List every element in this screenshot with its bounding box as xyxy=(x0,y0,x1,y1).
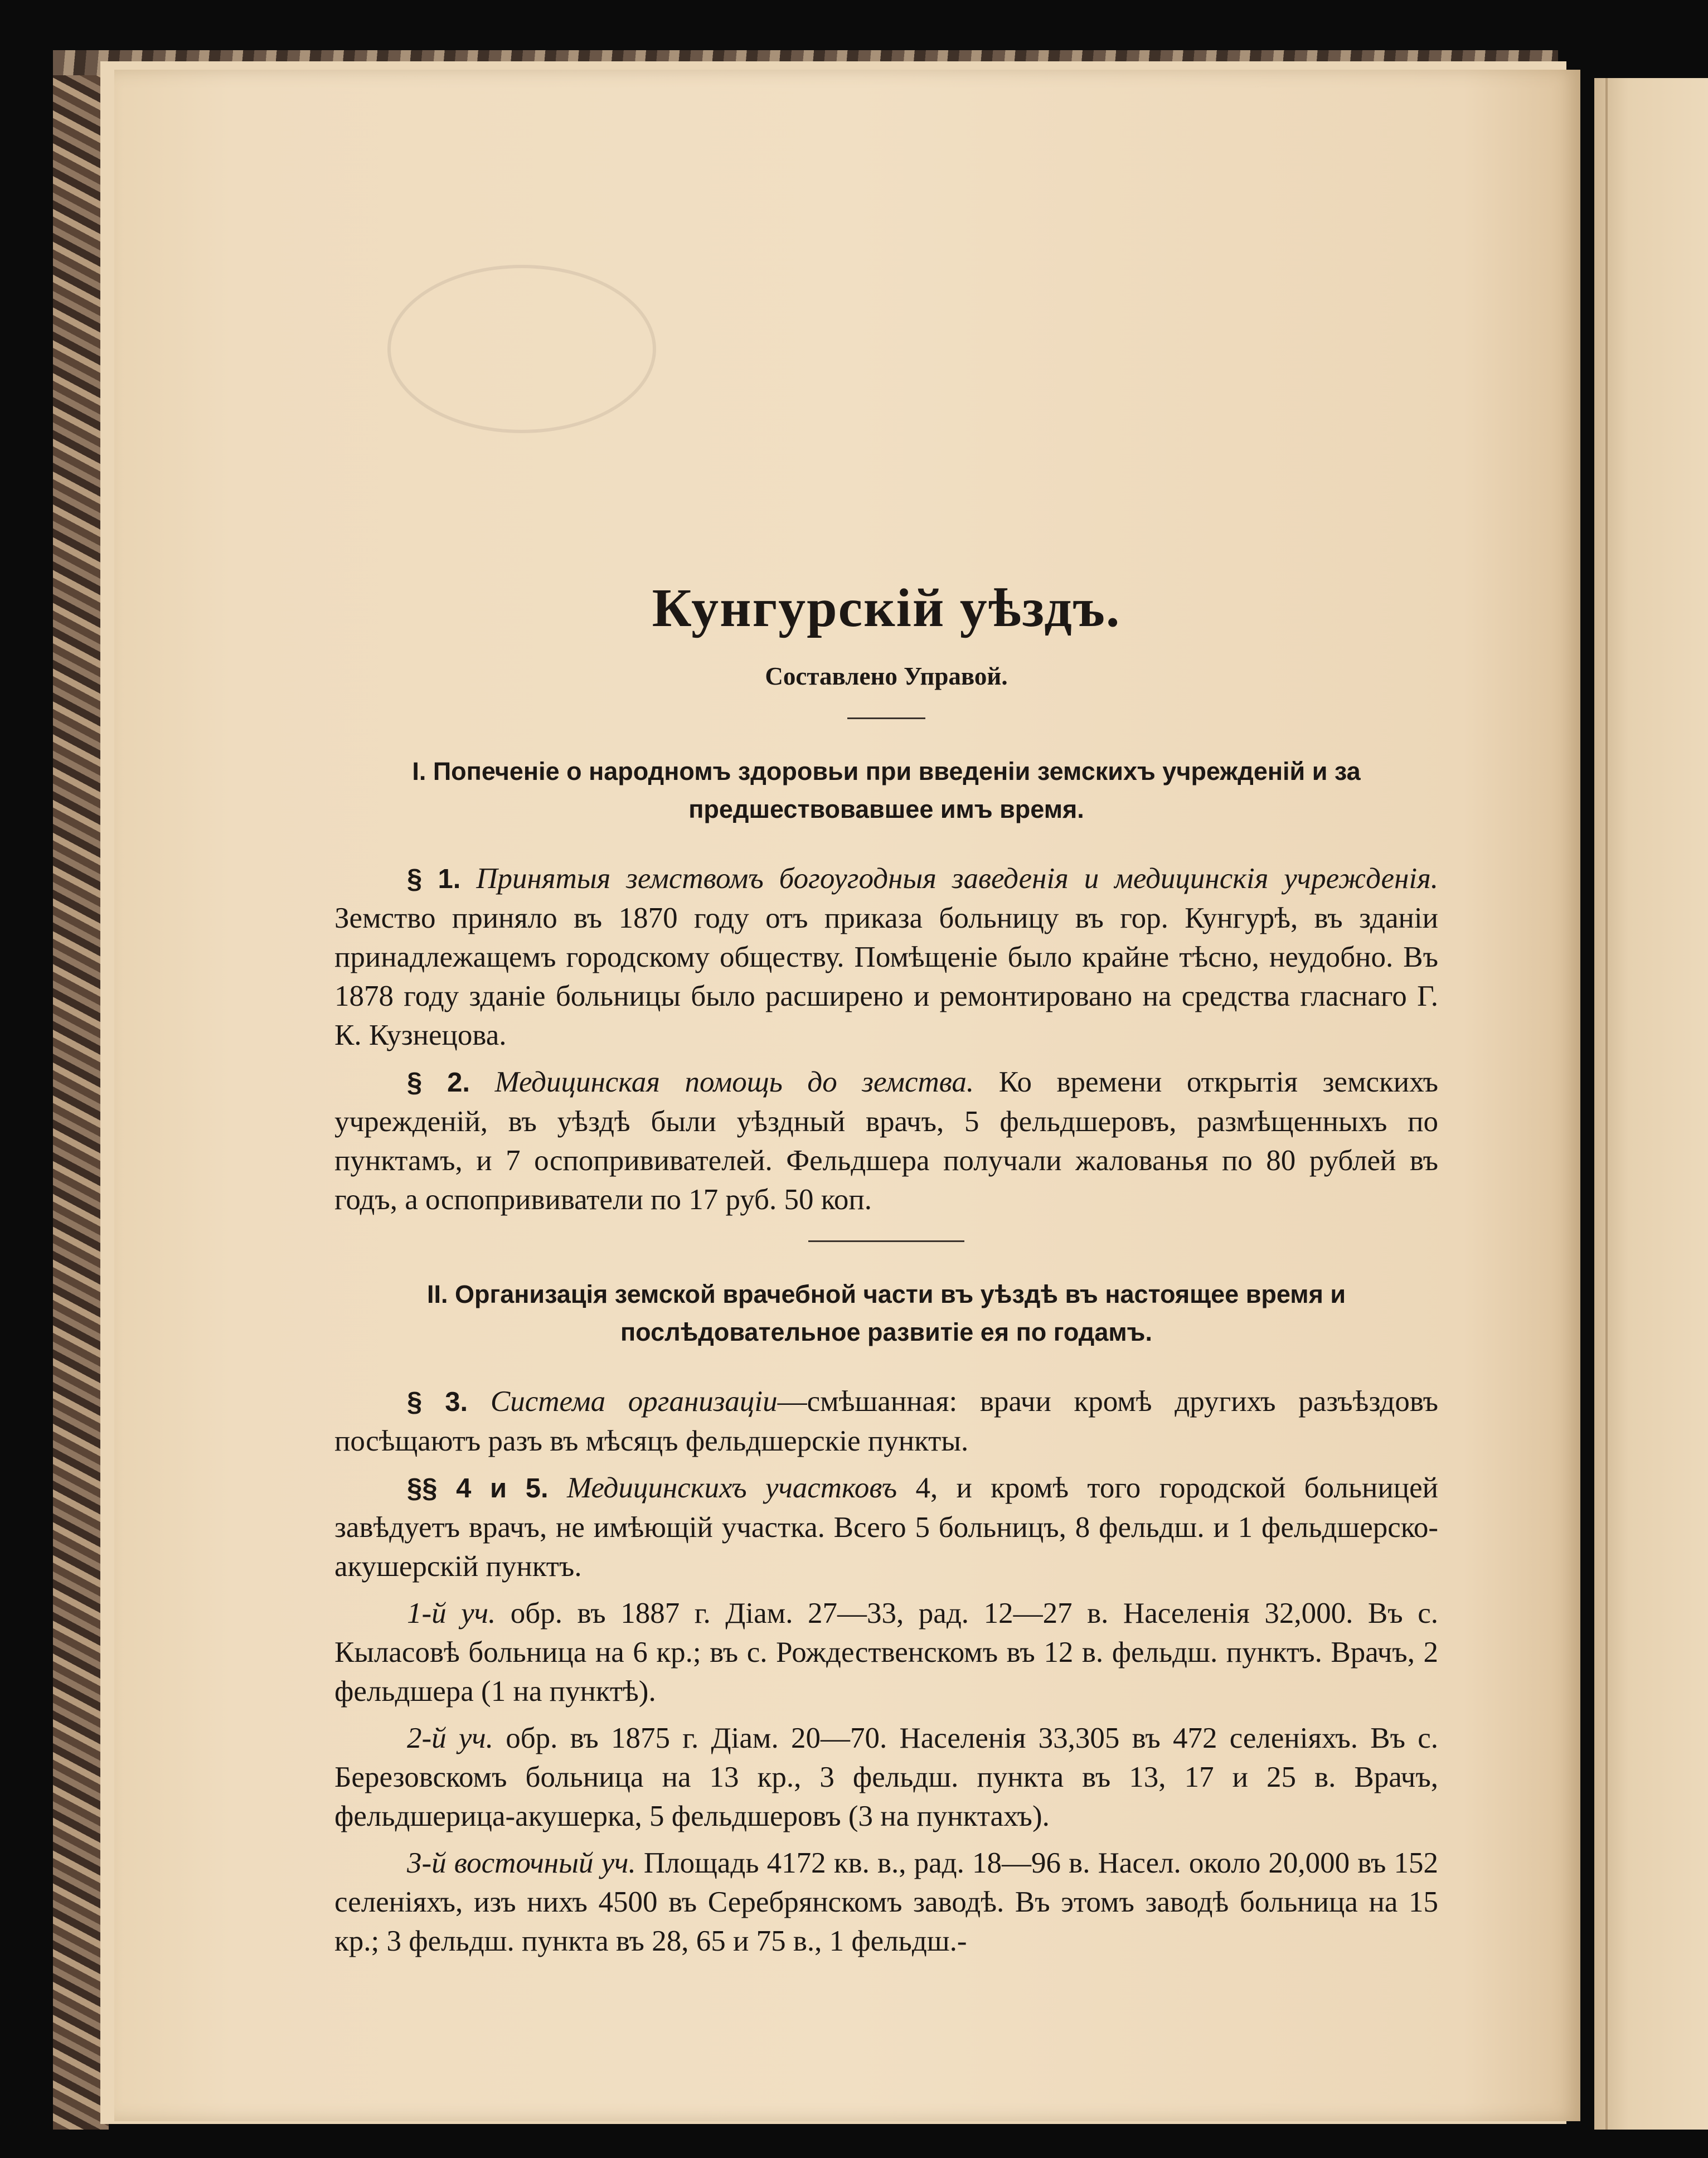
paragraph-title: 3-й восточный уч. xyxy=(407,1847,636,1879)
gutter-line xyxy=(1605,78,1608,2130)
paragraph-2 xyxy=(334,1063,1438,1219)
paragraph-title: Медицинская помощь до земства. xyxy=(494,1066,974,1098)
bleed-through-stamp xyxy=(387,265,656,433)
paragraph-text: —смѣшанная: врачи кромѣ другихъ разъѣздовъ посѣщаютъ разъ въ мѣсяцъ фельдшерскіе пункты. xyxy=(334,1385,1438,1457)
page-content xyxy=(334,557,1438,1961)
paragraph-3 xyxy=(334,1382,1438,1461)
divider xyxy=(847,717,925,719)
paragraph-mark: § 2. xyxy=(407,1068,470,1098)
next-page-edge xyxy=(1594,78,1708,2130)
paragraph-text: обр. въ 1887 г. Діам. 27—33, рад. 12—27 в. Населенія 32,000. Въ с. Кыласовѣ больница на 6 кр.; въ с. Рождественскомъ въ 12 в. фельдш. пунктъ. Врачъ, 2 фельдшера (1 на пунктѣ). xyxy=(334,1597,1438,1708)
paragraph-5 xyxy=(334,1594,1438,1711)
paragraph-title: Медицинскихъ участковъ xyxy=(566,1472,897,1504)
paragraph-text: обр. въ 1875 г. Діам. 20—70. Населенія 33,305 въ 472 селеніяхъ. Въ с. Березовскомъ больница на 13 кр., 3 фельдш. пункта въ 13, 17 и 25 в. Врачъ, фельдшерица-акушерка, 5 фельдшеровъ (3 на пунктахъ). xyxy=(334,1722,1438,1832)
section-heading-1: I. Попеченіе о народномъ здоровьи при введеніи земскихъ учрежденій и за предшествовавшее имъ время. xyxy=(412,757,1361,823)
page-subtitle: Составлено Управой. xyxy=(765,662,1008,690)
paragraph-mark: § 1. xyxy=(407,864,461,894)
paragraph-1 xyxy=(334,859,1438,1055)
paragraph-4 xyxy=(334,1468,1438,1586)
paragraph-text: Земство приняло въ 1870 году отъ приказа больницу въ гор. Кунгурѣ, въ зданіи принадлежащемъ городскому обществу. Помѣщеніе было крайне тѣсно, неудобно. Въ 1878 году зданіе больницы было расширено и ремонтировано на средства гласнаго Г. К. Кузнецова. xyxy=(334,902,1438,1051)
paragraph-mark: §§ 4 и 5. xyxy=(407,1473,549,1504)
section-heading-2: II. Организація земской врачебной части въ уѣздѣ въ настоящее время и послѣдовательное развитіе ея по годамъ. xyxy=(426,1280,1346,1346)
paragraph-title: Принятыя земствомъ богоугодныя заведенія и медицинскія учрежденія. xyxy=(476,862,1438,895)
paragraph-text: Площадь 4172 кв. в., рад. 18—96 в. Насел. около 20,000 въ 152 селеніяхъ, изъ нихъ 4500 въ Серебрянскомъ заводѣ. Въ этомъ заводѣ больница на 15 кр.; 3 фельдш. пункта въ 28, 65 и 75 в., 1 фельдш.- xyxy=(334,1847,1438,1957)
paragraph-7 xyxy=(334,1844,1438,1961)
paragraph-text: 4, и кромѣ того городской больницей завѣдуетъ врачъ, не имѣющій участка. Всего 5 больницъ, 8 фельдш. и 1 фельдшерско-акушерскій пунктъ. xyxy=(334,1472,1439,1583)
paragraph-title: 1-й уч. xyxy=(407,1597,496,1630)
paragraph-6 xyxy=(334,1719,1438,1836)
paragraph-text: Ко времени открытія земскихъ учрежденій, въ уѣздѣ были уѣздный врачъ, 5 фельдшеровъ, размѣщенныхъ по пунктамъ, и 7 оспопрививателей. Фельдшера получали жалованья по 80 рублей въ годъ, а оспопрививатели по 17 руб. 50 коп. xyxy=(334,1066,1439,1216)
paragraph-title: Система организаціи xyxy=(490,1385,778,1418)
divider xyxy=(808,1240,964,1242)
page-title: Кунгурскій уѣздъ. xyxy=(652,578,1121,638)
paragraph-mark: § 3. xyxy=(407,1387,468,1417)
paragraph-title: 2-й уч. xyxy=(407,1722,493,1754)
